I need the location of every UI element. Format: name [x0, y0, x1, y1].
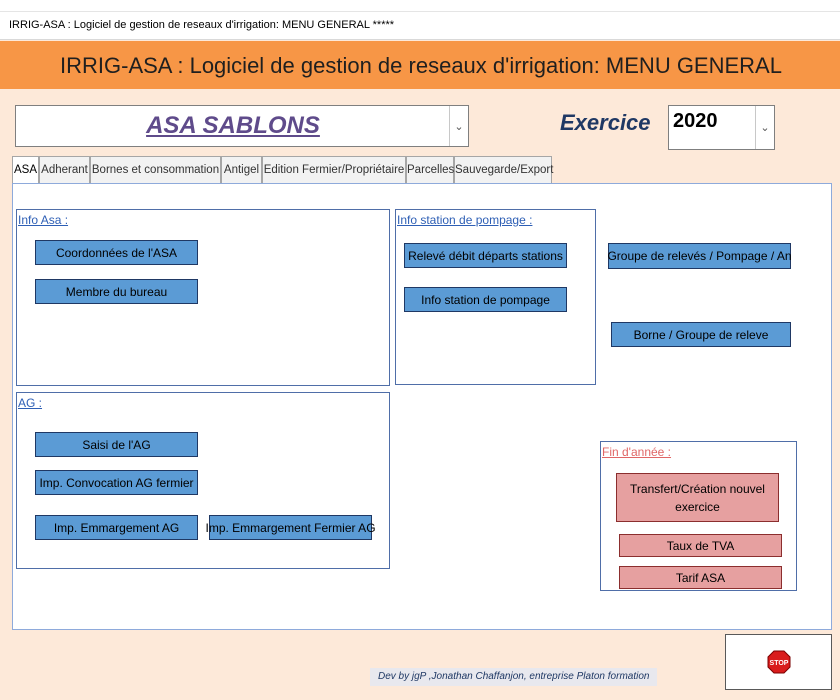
tab-parcelles[interactable]: Parcelles: [406, 156, 454, 184]
stop-label: STOP: [769, 660, 788, 667]
tab-sauvegarde-export[interactable]: Sauvegarde/Export: [454, 156, 552, 184]
titlebar-divider: [0, 11, 840, 12]
convocation-ag-fermier-button[interactable]: Imp. Convocation AG fermier: [35, 470, 198, 495]
asa-select[interactable]: [15, 105, 469, 147]
exercice-select[interactable]: [668, 105, 775, 150]
asa-select-value: ASA SABLONS: [146, 112, 320, 139]
info-asa-group: [16, 209, 390, 386]
info-station-label: Info station de pompage :: [397, 213, 533, 227]
membre-bureau-button[interactable]: Membre du bureau: [35, 279, 198, 304]
chevron-down-icon[interactable]: ⌄: [449, 106, 468, 146]
emmargement-ag-button[interactable]: Imp. Emmargement AG: [35, 515, 198, 540]
window-title: IRRIG-ASA : Logiciel de gestion de reseaux d'irrigation: MENU GENERAL *****: [9, 19, 395, 31]
tab-bornes-consommation[interactable]: Bornes et consommation: [90, 156, 221, 184]
tab-edition-fermier-proprietaire[interactable]: Edition Fermier/Propriétaire: [262, 156, 406, 184]
tab-adherant[interactable]: Adherant: [39, 156, 90, 184]
stop-button[interactable]: [725, 634, 832, 690]
fin-annee-group: [600, 441, 797, 591]
tab-antigel[interactable]: Antigel: [221, 156, 262, 184]
tab-panel-asa: [12, 183, 832, 630]
banner-title: IRRIG-ASA : Logiciel de gestion de reseaux d'irrigation: MENU GENERAL: [60, 53, 782, 78]
emmargement-fermier-ag-button[interactable]: Imp. Emmargement Fermier AG: [209, 515, 372, 540]
info-station-group: [395, 209, 596, 385]
borne-groupe-releve-button[interactable]: Borne / Groupe de releve: [611, 322, 791, 347]
info-station-button[interactable]: Info station de pompage: [404, 287, 567, 312]
transfert-creation-exercice-button[interactable]: Transfert/Création nouvel exercice: [616, 473, 779, 522]
exercice-value: 2020: [673, 110, 718, 132]
fin-annee-label: Fin d'année :: [602, 445, 672, 459]
tarif-asa-button[interactable]: Tarif ASA: [619, 566, 782, 589]
info-asa-label: Info Asa :: [18, 213, 69, 227]
taux-tva-button[interactable]: Taux de TVA: [619, 534, 782, 557]
window-titlebar: [0, 0, 840, 40]
groupe-releves-button[interactable]: Groupe de relevés / Pompage / An: [608, 243, 791, 269]
chevron-down-icon[interactable]: ⌄: [755, 106, 774, 149]
ag-label: AG :: [18, 396, 43, 410]
releve-debit-button[interactable]: Relevé débit départs stations: [404, 243, 567, 268]
stop-icon: [767, 650, 791, 674]
exercice-label: Exercice: [560, 110, 651, 135]
ag-group: [16, 392, 390, 569]
coordonnees-asa-button[interactable]: Coordonnées de l'ASA: [35, 240, 198, 265]
tab-asa[interactable]: ASA: [12, 156, 39, 185]
developer-credit: Dev by jgP ,Jonathan Chaffanjon, entreprise Platon formation: [370, 668, 657, 686]
header-banner: [0, 41, 840, 89]
saisi-ag-button[interactable]: Saisi de l'AG: [35, 432, 198, 457]
